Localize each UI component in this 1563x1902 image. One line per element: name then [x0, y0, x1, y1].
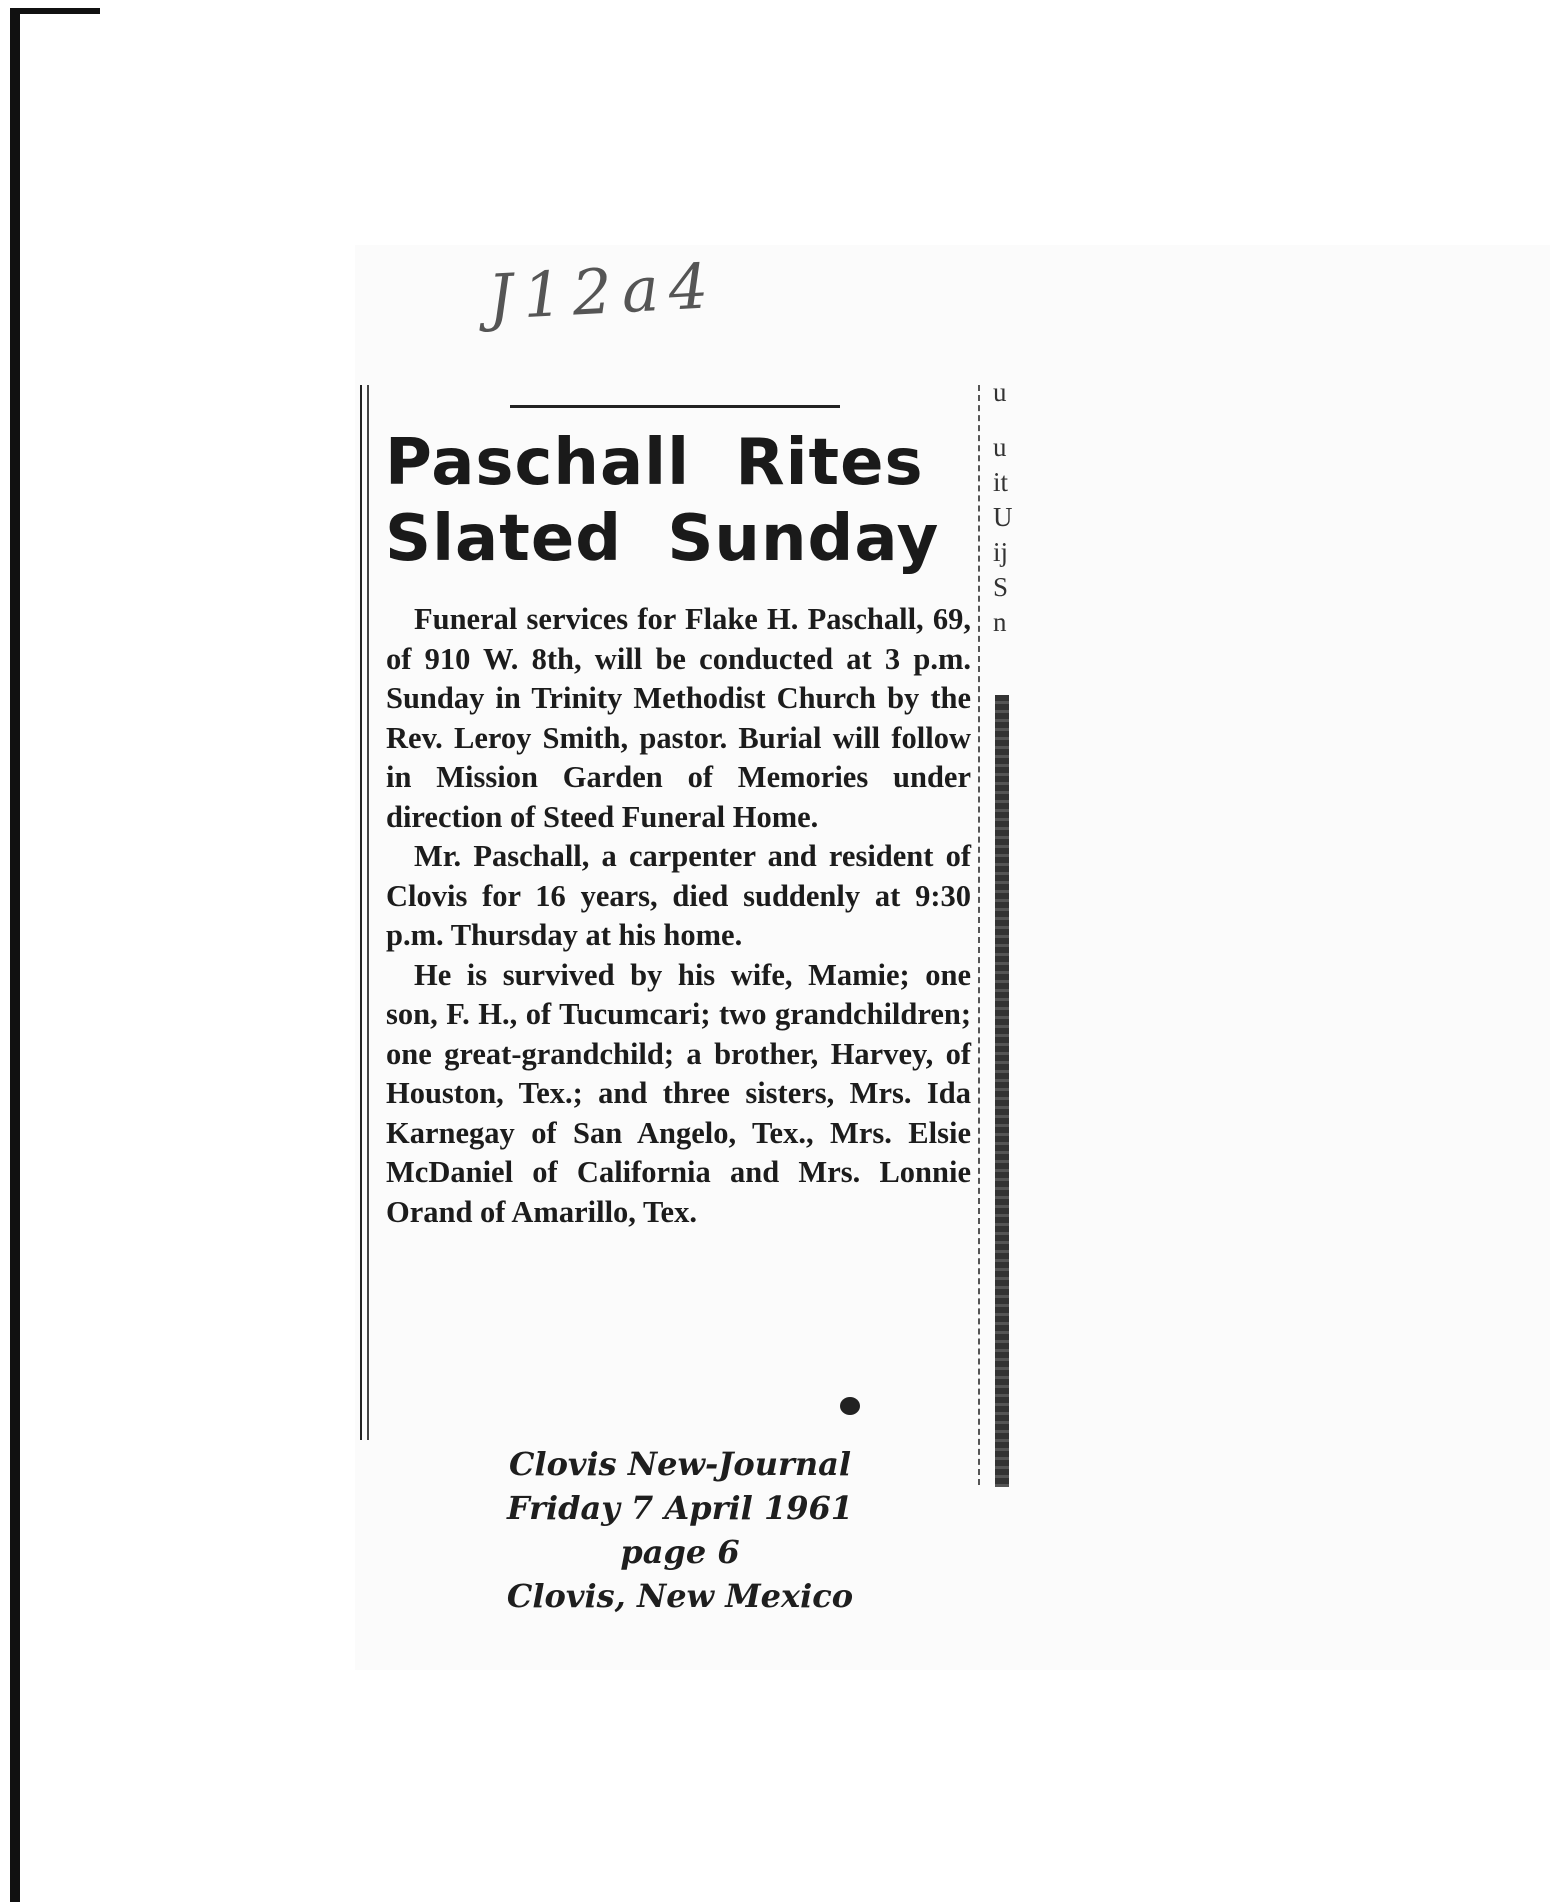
column-rule-right	[978, 385, 980, 1485]
headline-line-2: Slated Sunday	[385, 502, 940, 576]
citation-page: page 6	[620, 1533, 740, 1571]
adjacent-column-shadow	[995, 695, 1009, 1487]
fragment: u	[993, 432, 1007, 462]
scan-edge-left	[10, 8, 20, 1902]
fragment: u	[993, 377, 1007, 407]
column-rule-left	[360, 385, 369, 1440]
scan-edge-top	[10, 8, 100, 14]
paragraph-services: Funeral services for Flake H. Paschall, 69, of 910 W. 8th, will be conducted at 3 p.m. Sunday in Trinity Methodist Church by the Rev. Leroy Smith, pastor. Burial will follow in Mission Garden of Memories under direction of Steed Funeral Home.	[386, 602, 971, 834]
headline-rule	[510, 405, 840, 408]
paragraph-survivors: He is survived by his wife, Mamie; one son, F. H., of Tucumcari; two grandchildren; one great-grandchild; a brother, Harvey, of Houston, Tex.; and three sisters, Mrs. Ida Karnegay of San Angelo, Tex., Mrs. Elsie McDaniel of California and Mrs. Lonnie Orand of Amarillo, Tex.	[386, 957, 971, 1229]
article-body	[386, 600, 971, 1232]
paragraph-death: Mr. Paschall, a carpenter and resident of Clovis for 16 years, died suddenly at 9:30 p.m. Thursday at his home.	[386, 839, 971, 952]
handwritten-annotation: J12a4	[486, 249, 720, 334]
citation-paper: Clovis New-Journal	[508, 1445, 852, 1483]
fragment: ij	[993, 537, 1009, 567]
fragment: S	[993, 572, 1009, 602]
fragment: it	[993, 467, 1009, 497]
citation-date: Friday 7 April 1961	[507, 1489, 853, 1527]
adjacent-column-fragments	[993, 375, 1023, 640]
end-mark	[840, 1397, 860, 1415]
citation-place: Clovis, New Mexico	[506, 1577, 854, 1615]
article-headline	[385, 425, 945, 577]
fragment: U	[993, 502, 1013, 532]
headline-line-1: Paschall Rites	[385, 426, 924, 500]
fragment: n	[993, 607, 1007, 637]
source-citation	[440, 1442, 920, 1618]
